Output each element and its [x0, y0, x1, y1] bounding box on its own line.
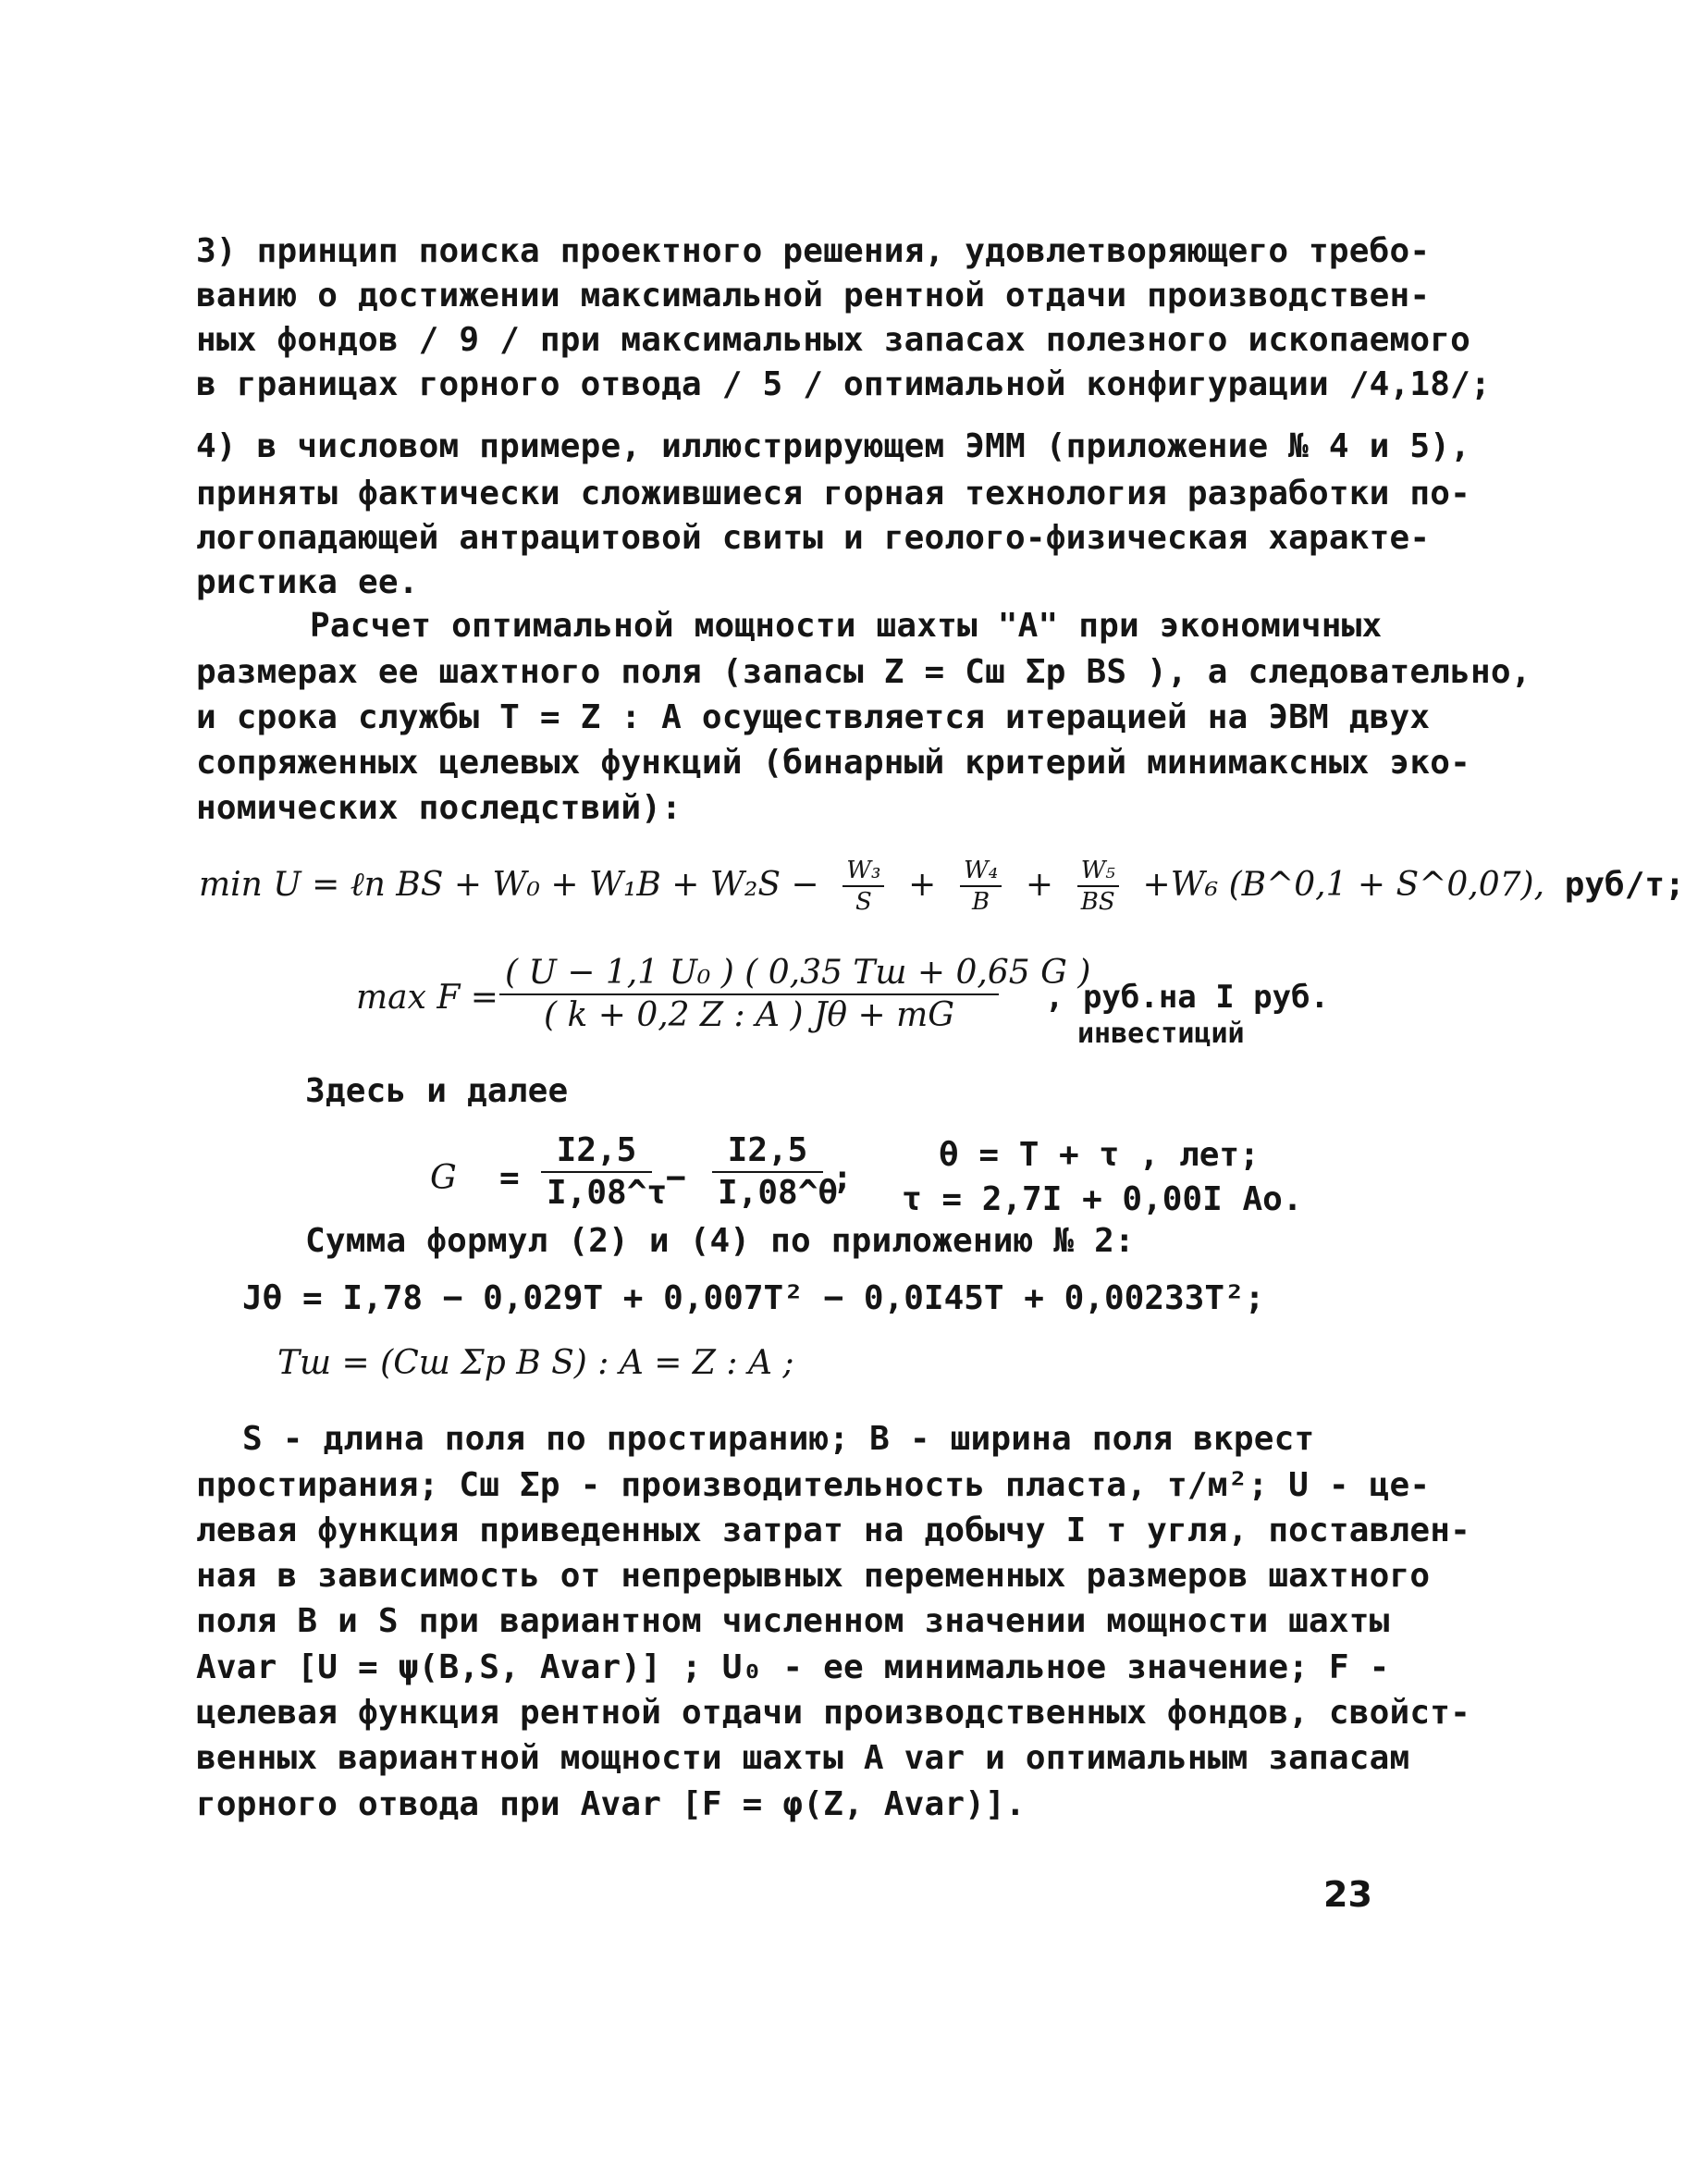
def-line-9: горного отвода при Avar [F = φ(Z, Avar)]. — [196, 1785, 1026, 1823]
def-line-4: ная в зависимость от непрерывных переменных размеров шахтного — [196, 1557, 1431, 1595]
formula-g-minus: − — [666, 1159, 686, 1197]
formula-min-lhs: min U = ℓn BS + W₀ + W₁B + W₂S − — [199, 866, 819, 904]
formula-min-u: min U = ℓn BS + W₀ + W₁B + W₂S − $\frac{\text{W₃}}{S}$ + $\frac{\text{W₄}}{B}$ + $\frac{\text{W₅}}{BS}$ +W₆ (B^0,1 + S^0,07), руб/т; — [199, 857, 1685, 916]
text-line-2: ванию о достижении максимальной рентной отдачи производствен- — [196, 277, 1431, 315]
fraction-denominator: BS — [1080, 888, 1115, 916]
def-line-6: Avar [U = ψ(B,S, Avar)] ; U₀ - ее минимальное значение; F - — [196, 1648, 1390, 1686]
formula-max-unit-2: инвестиций — [1077, 1018, 1245, 1050]
fraction-w3-s — [842, 856, 884, 917]
text-line-6: приняты фактически сложившиеся горная технология разработки по- — [196, 475, 1471, 512]
text-line-7: логопадающей антрацитовой свиты и геолого-физическая характе- — [196, 519, 1431, 557]
fraction-g-2 — [712, 1130, 839, 1214]
fraction-numerator: W₃ — [842, 856, 884, 887]
here-text: Здесь и далее — [305, 1072, 569, 1110]
page-number: 23 — [1323, 1874, 1372, 1915]
fraction-denominator: I,08^θ — [718, 1174, 839, 1212]
text-line-3: ных фондов / 9 / при максимальных запасах полезного ископаемого — [196, 321, 1471, 359]
def-line-1: S - длина поля по простиранию; B - ширина поля вкрест — [242, 1420, 1315, 1458]
def-line-5: поля B и S при вариантном численном значении мощности шахты — [196, 1602, 1390, 1640]
fraction-numerator: I2,5 — [727, 1131, 808, 1169]
text-line-5: 4) в числовом примере, иллюстрирующем ЭММ (приложение № 4 и 5), — [196, 427, 1471, 465]
text-line-9: Расчет оптимальной мощности шахты "А" при экономичных — [310, 607, 1383, 645]
fraction-w5-bs — [1077, 856, 1119, 917]
fraction-numerator: I2,5 — [556, 1131, 637, 1169]
def-line-8: венных вариантной мощности шахты A var и оптимальным запасам — [196, 1739, 1410, 1777]
fraction-numerator: ( U − 1,1 U₀ ) ( 0,35 Tш + 0,65 G ) — [505, 954, 1091, 992]
fraction-w4-b — [960, 856, 1002, 917]
text-line-8: ристика ее. — [196, 563, 419, 601]
formula-tau: τ = 2,7I + 0,00I Ao. — [902, 1180, 1303, 1218]
sum-text: Сумма формул (2) и (4) по приложению № 2: — [305, 1222, 1135, 1260]
def-line-3: левая функция приведенных затрат на добычу I т угля, поставлен- — [196, 1512, 1471, 1549]
formula-max-fraction — [499, 953, 1091, 1036]
text-line-13: номических последствий): — [196, 789, 682, 827]
def-line-2: простирания; Cш Σp - производительность пласта, т/м²; U - це- — [196, 1466, 1431, 1504]
fraction-denominator: ( k + 0,2 Z : A ) Jθ + mG — [543, 996, 955, 1034]
formula-min-unit: руб/т; — [1564, 866, 1685, 904]
def-line-7: целевая функция рентной отдачи производственных фондов, свойст- — [196, 1694, 1471, 1732]
fraction-denominator: I,08^τ — [547, 1174, 668, 1212]
formula-j: Jθ = I,78 − 0,029T + 0,007T² − 0,0I45T + 0,00233T²; — [242, 1279, 1265, 1317]
formula-g-lhs: G — [430, 1159, 457, 1197]
formula-t: Tш = (Cш Σp B S) : A = Z : A ; — [277, 1344, 794, 1382]
formula-g-semi: ; — [832, 1159, 853, 1197]
text-line-11: и срока службы T = Z : A осуществляется итерацией на ЭВМ двух — [196, 698, 1431, 736]
formula-min-tail: +W₆ (B^0,1 + S^0,07), — [1142, 866, 1545, 904]
formula-max-unit-1: , руб.на I руб. — [1045, 979, 1330, 1016]
fraction-denominator: B — [972, 888, 990, 916]
text-line-12: сопряженных целевых функций (бинарный критерий минимаксных эко- — [196, 744, 1471, 782]
fraction-g-1 — [541, 1130, 668, 1214]
formula-theta: θ = T + τ , лет; — [939, 1136, 1260, 1174]
text-line-4: в границах горного отвода / 5 / оптимальной конфигурации /4,18/; — [196, 365, 1491, 403]
fraction-numerator: W₅ — [1077, 856, 1119, 887]
fraction-denominator: S — [855, 888, 872, 916]
fraction-numerator: W₄ — [960, 856, 1002, 887]
text-line-10: размерах ее шахтного поля (запасы Z = Cш Σp BS ), а следовательно, — [196, 653, 1531, 691]
formula-max-lhs: max F = — [356, 979, 498, 1017]
text-line-1: 3) принцип поиска проектного решения, удовлетворяющего требо- — [196, 232, 1431, 270]
formula-g-eq: = — [499, 1159, 520, 1197]
